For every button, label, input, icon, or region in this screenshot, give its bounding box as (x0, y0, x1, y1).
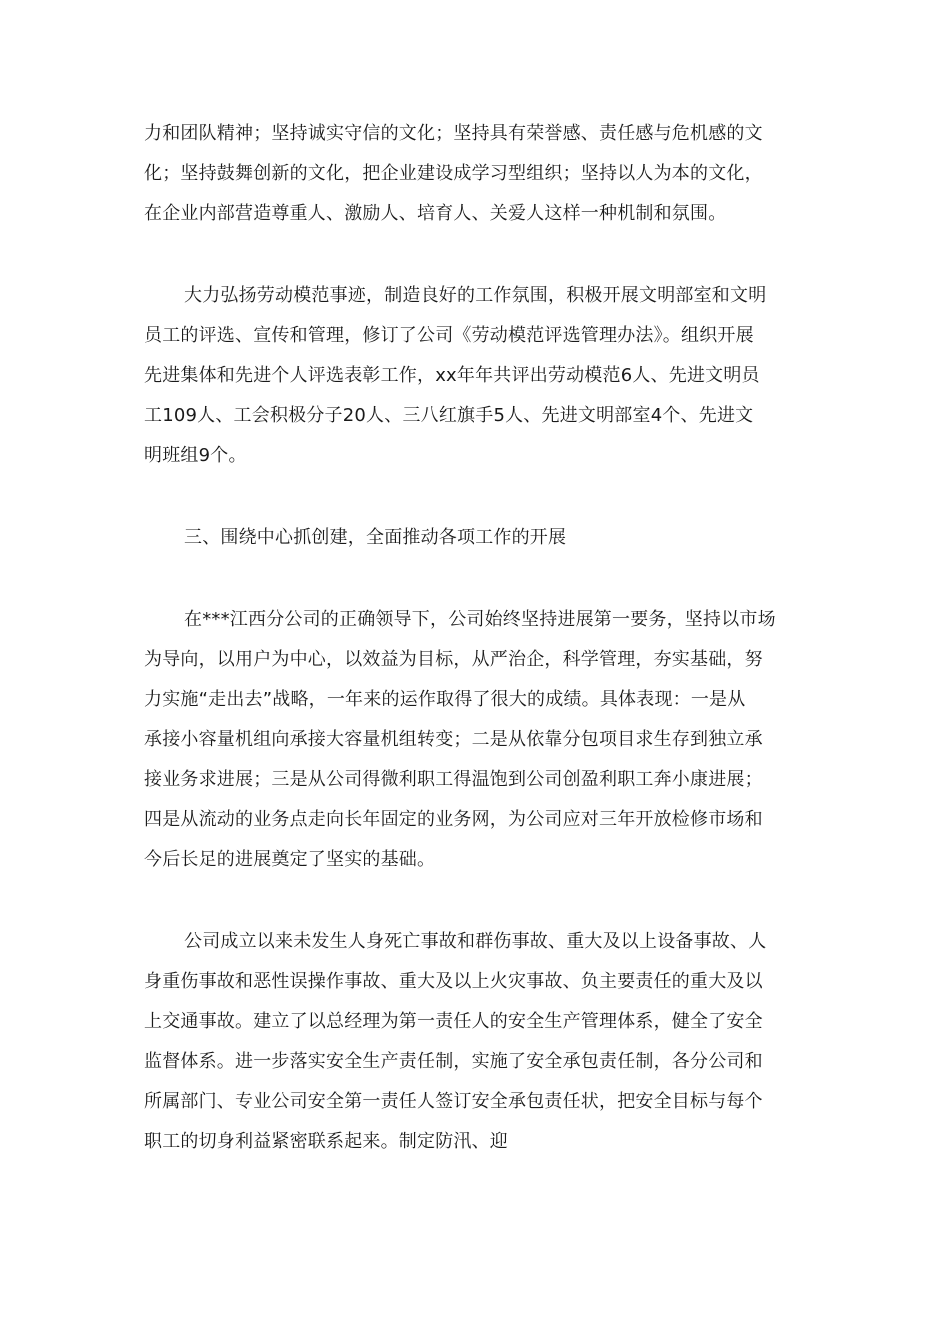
paragraph-spacer (144, 234, 808, 276)
text-line: 先进集体和先进个人评选表彰工作，xx年年共评出劳动模范6人、先进文明员 (144, 365, 760, 386)
text-line: 力实施“走出去”战略，一年来的运作取得了很大的成绩。具体表现：一是从 (144, 689, 746, 710)
text-line: 工109人、工会积极分子20人、三八红旗手5人、先进文明部室4个、先进文 (144, 405, 754, 426)
text-line: 为导向，以用户为中心，以效益为目标，从严治企，科学管理，夯实基础，努 (144, 649, 763, 670)
text-line: 员工的评选、宣传和管理，修订了公司《劳动模范评选管理办法》。组织开展 (144, 325, 754, 346)
text-line: 化；坚持鼓舞创新的文化，把企业建设成学习型组织；坚持以人为本的文化， (144, 163, 763, 184)
paragraph-development (144, 600, 808, 880)
text-line: 力和团队精神；坚持诚实守信的文化；坚持具有荣誉感、责任感与危机感的文 (144, 123, 763, 144)
text-line: 四是从流动的业务点走向长年固定的业务网，为公司应对三年开放检修市场和 (144, 809, 763, 830)
text-line: 接业务求进展；三是从公司得微利职工得温饱到公司创盈利职工奔小康进展； (144, 769, 763, 790)
text-line: 公司成立以来未发生人身死亡事故和群伤事故、重大及以上设备事故、人 (184, 931, 767, 952)
text-line: 监督体系。进一步落实安全生产责任制，实施了安全承包责任制，各分公司和 (144, 1051, 763, 1072)
paragraph-labor-models (144, 276, 808, 476)
paragraph-spacer (144, 880, 808, 922)
text-line: 在***江西分公司的正确领导下，公司始终坚持进展第一要务，坚持以市场 (184, 609, 776, 630)
paragraph-spacer (144, 476, 808, 518)
text-line: 明班组9个。 (144, 445, 247, 466)
text-line: 大力弘扬劳动模范事迹，制造良好的工作氛围，积极开展文明部室和文明 (184, 285, 767, 306)
text-line: 在企业内部营造尊重人、激励人、培育人、关爱人这样一种机制和氛围。 (144, 203, 727, 224)
text-line: 今后长足的进展奠定了坚实的基础。 (144, 849, 436, 870)
text-line: 上交通事故。建立了以总经理为第一责任人的安全生产管理体系，健全了安全 (144, 1011, 763, 1032)
paragraph-safety (144, 922, 808, 1162)
section-heading (144, 518, 808, 558)
text-line: 三、围绕中心抓创建，全面推动各项工作的开展 (184, 527, 567, 548)
paragraph-culture (144, 114, 808, 234)
text-line: 职工的切身利益紧密联系起来。制定防汛、迎 (144, 1131, 508, 1152)
paragraph-spacer (144, 558, 808, 600)
text-line: 身重伤事故和恶性误操作事故、重大及以上火灾事故、负主要责任的重大及以 (144, 971, 763, 992)
text-line: 承接小容量机组向承接大容量机组转变；二是从依靠分包项目求生存到独立承 (144, 729, 763, 750)
text-line: 所属部门、专业公司安全第一责任人签订安全承包责任状，把安全目标与每个 (144, 1091, 763, 1112)
document-body (144, 114, 808, 1162)
